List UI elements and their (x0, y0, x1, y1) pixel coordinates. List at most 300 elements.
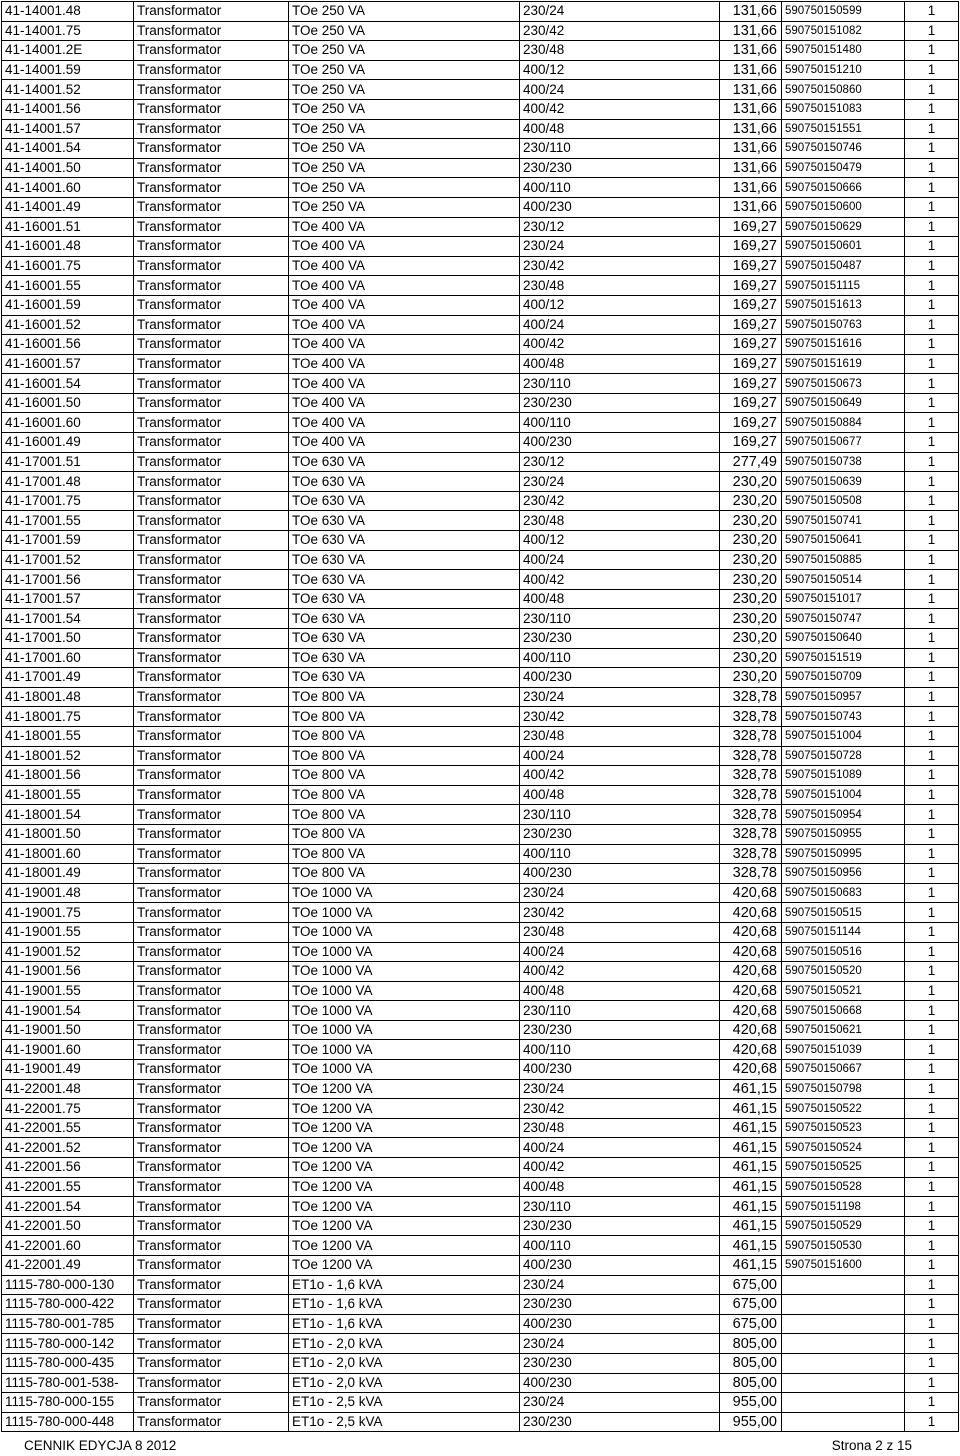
quantity-cell: 1 (905, 1197, 959, 1217)
product-type-cell: TOe 250 VA (289, 80, 520, 100)
quantity-cell: 1 (905, 1275, 959, 1295)
table-row (2, 1197, 959, 1217)
voltage-cell: 400/110 (520, 413, 720, 433)
product-name-cell: Transformator (134, 1060, 289, 1080)
quantity-cell: 1 (905, 197, 959, 217)
table-row (2, 393, 959, 413)
quantity-cell: 1 (905, 1412, 959, 1432)
product-name-cell: Transformator (134, 413, 289, 433)
product-name-cell: Transformator (134, 1275, 289, 1295)
product-code-cell: 41-17001.57 (2, 589, 134, 609)
table-row (2, 570, 959, 590)
product-code-cell: 41-18001.50 (2, 824, 134, 844)
product-code-cell: 41-16001.49 (2, 433, 134, 453)
ean-code-cell: 590750150666 (782, 178, 905, 198)
voltage-cell: 230/110 (520, 139, 720, 159)
product-code-cell: 41-22001.55 (2, 1177, 134, 1197)
price-cell: 131,66 (720, 119, 782, 139)
quantity-cell: 1 (905, 1079, 959, 1099)
ean-code-cell: 590750150955 (782, 824, 905, 844)
product-name-cell: Transformator (134, 903, 289, 923)
product-name-cell: Transformator (134, 139, 289, 159)
ean-code-cell (782, 1314, 905, 1334)
table-row (2, 609, 959, 629)
voltage-cell: 400/110 (520, 1040, 720, 1060)
price-cell: 131,66 (720, 80, 782, 100)
product-code-cell: 41-22001.52 (2, 1138, 134, 1158)
voltage-cell: 400/110 (520, 1236, 720, 1256)
quantity-cell: 1 (905, 1118, 959, 1138)
product-type-cell: TOe 400 VA (289, 295, 520, 315)
product-code-cell: 1115-780-000-422 (2, 1295, 134, 1315)
quantity-cell: 1 (905, 295, 959, 315)
product-type-cell: TOe 1200 VA (289, 1197, 520, 1217)
voltage-cell: 230/48 (520, 41, 720, 61)
table-row (2, 452, 959, 472)
voltage-cell: 230/230 (520, 1020, 720, 1040)
price-cell: 461,15 (720, 1216, 782, 1236)
table-row (2, 1314, 959, 1334)
quantity-cell: 1 (905, 1256, 959, 1276)
product-type-cell: TOe 400 VA (289, 315, 520, 335)
ean-code-cell: 590750150957 (782, 687, 905, 707)
product-code-cell: 41-19001.52 (2, 942, 134, 962)
quantity-cell: 1 (905, 1177, 959, 1197)
product-type-cell: TOe 630 VA (289, 648, 520, 668)
ean-code-cell: 590750150668 (782, 1001, 905, 1021)
voltage-cell: 230/230 (520, 1353, 720, 1373)
price-cell: 461,15 (720, 1236, 782, 1256)
product-type-cell: TOe 400 VA (289, 413, 520, 433)
voltage-cell: 230/24 (520, 687, 720, 707)
product-type-cell: TOe 800 VA (289, 687, 520, 707)
product-name-cell: Transformator (134, 1118, 289, 1138)
product-type-cell: TOe 1000 VA (289, 962, 520, 982)
quantity-cell: 1 (905, 433, 959, 453)
quantity-cell: 1 (905, 1040, 959, 1060)
price-cell: 328,78 (720, 766, 782, 786)
product-type-cell: TOe 1200 VA (289, 1118, 520, 1138)
voltage-cell: 400/24 (520, 315, 720, 335)
product-type-cell: TOe 250 VA (289, 41, 520, 61)
voltage-cell: 400/24 (520, 80, 720, 100)
table-row (2, 276, 959, 296)
product-type-cell: TOe 1200 VA (289, 1158, 520, 1178)
product-name-cell: Transformator (134, 1353, 289, 1373)
product-code-cell: 41-17001.55 (2, 511, 134, 531)
quantity-cell: 1 (905, 1216, 959, 1236)
price-cell: 461,15 (720, 1256, 782, 1276)
ean-code-cell: 590750150743 (782, 707, 905, 727)
product-name-cell: Transformator (134, 1216, 289, 1236)
table-row (2, 1412, 959, 1432)
voltage-cell: 230/110 (520, 374, 720, 394)
price-cell: 420,68 (720, 922, 782, 942)
product-code-cell: 1115-780-000-142 (2, 1334, 134, 1354)
voltage-cell: 230/12 (520, 217, 720, 237)
ean-code-cell: 590750150709 (782, 668, 905, 688)
product-type-cell: ET1o - 2,0 kVA (289, 1373, 520, 1393)
voltage-cell: 230/24 (520, 237, 720, 257)
price-cell: 420,68 (720, 1040, 782, 1060)
ean-code-cell: 590750150599 (782, 2, 905, 22)
product-type-cell: TOe 250 VA (289, 21, 520, 41)
voltage-cell: 230/230 (520, 1412, 720, 1432)
table-row (2, 354, 959, 374)
product-code-cell: 41-14001.54 (2, 139, 134, 159)
product-name-cell: Transformator (134, 1295, 289, 1315)
quantity-cell: 1 (905, 335, 959, 355)
price-cell: 169,27 (720, 393, 782, 413)
product-name-cell: Transformator (134, 1314, 289, 1334)
product-type-cell: TOe 630 VA (289, 452, 520, 472)
table-row (2, 1099, 959, 1119)
product-code-cell: 41-17001.54 (2, 609, 134, 629)
ean-code-cell: 590750151198 (782, 1197, 905, 1217)
price-cell: 131,66 (720, 21, 782, 41)
price-cell: 328,78 (720, 864, 782, 884)
price-table-body (2, 2, 959, 1432)
product-code-cell: 1115-780-000-435 (2, 1353, 134, 1373)
product-name-cell: Transformator (134, 550, 289, 570)
table-row (2, 99, 959, 119)
voltage-cell: 400/230 (520, 1373, 720, 1393)
product-name-cell: Transformator (134, 433, 289, 453)
product-name-cell: Transformator (134, 766, 289, 786)
product-type-cell: TOe 1000 VA (289, 942, 520, 962)
product-code-cell: 41-19001.54 (2, 1001, 134, 1021)
product-name-cell: Transformator (134, 393, 289, 413)
voltage-cell: 230/24 (520, 2, 720, 22)
ean-code-cell: 590750150530 (782, 1236, 905, 1256)
product-name-cell: Transformator (134, 962, 289, 982)
product-type-cell: TOe 1200 VA (289, 1256, 520, 1276)
price-cell: 461,15 (720, 1118, 782, 1138)
product-code-cell: 41-17001.51 (2, 452, 134, 472)
product-name-cell: Transformator (134, 922, 289, 942)
price-cell: 805,00 (720, 1373, 782, 1393)
product-code-cell: 41-18001.56 (2, 766, 134, 786)
voltage-cell: 400/48 (520, 119, 720, 139)
table-row (2, 785, 959, 805)
quantity-cell: 1 (905, 472, 959, 492)
table-row (2, 1256, 959, 1276)
voltage-cell: 230/110 (520, 609, 720, 629)
product-name-cell: Transformator (134, 41, 289, 61)
quantity-cell: 1 (905, 1295, 959, 1315)
voltage-cell: 400/42 (520, 570, 720, 590)
price-cell: 461,15 (720, 1158, 782, 1178)
quantity-cell: 1 (905, 726, 959, 746)
ean-code-cell: 590750150885 (782, 550, 905, 570)
price-cell: 230,20 (720, 570, 782, 590)
product-code-cell: 41-19001.60 (2, 1040, 134, 1060)
edition-label: CENNIK EDYCJA 8 2012 (24, 1438, 177, 1453)
table-row (2, 962, 959, 982)
quantity-cell: 1 (905, 178, 959, 198)
table-row (2, 1353, 959, 1373)
ean-code-cell: 590750150521 (782, 981, 905, 1001)
price-cell: 230,20 (720, 589, 782, 609)
product-code-cell: 41-14001.75 (2, 21, 134, 41)
product-type-cell: TOe 630 VA (289, 629, 520, 649)
product-name-cell: Transformator (134, 158, 289, 178)
quantity-cell: 1 (905, 570, 959, 590)
product-type-cell: TOe 800 VA (289, 844, 520, 864)
product-code-cell: 41-14001.57 (2, 119, 134, 139)
price-cell: 328,78 (720, 844, 782, 864)
voltage-cell: 230/24 (520, 1334, 720, 1354)
price-cell: 230,20 (720, 472, 782, 492)
table-row (2, 589, 959, 609)
ean-code-cell: 590750150522 (782, 1099, 905, 1119)
product-name-cell: Transformator (134, 1334, 289, 1354)
table-row (2, 178, 959, 198)
product-type-cell: TOe 250 VA (289, 60, 520, 80)
price-cell: 131,66 (720, 158, 782, 178)
price-cell: 805,00 (720, 1334, 782, 1354)
quantity-cell: 1 (905, 158, 959, 178)
quantity-cell: 1 (905, 1314, 959, 1334)
product-name-cell: Transformator (134, 531, 289, 551)
voltage-cell: 230/230 (520, 393, 720, 413)
ean-code-cell (782, 1393, 905, 1413)
ean-code-cell: 590750151551 (782, 119, 905, 139)
product-code-cell: 41-22001.49 (2, 1256, 134, 1276)
product-name-cell: Transformator (134, 1020, 289, 1040)
voltage-cell: 230/230 (520, 824, 720, 844)
ean-code-cell: 590750151082 (782, 21, 905, 41)
voltage-cell: 230/48 (520, 726, 720, 746)
product-type-cell: TOe 400 VA (289, 237, 520, 257)
product-type-cell: TOe 800 VA (289, 746, 520, 766)
product-type-cell: TOe 1000 VA (289, 1001, 520, 1021)
product-name-cell: Transformator (134, 1099, 289, 1119)
price-cell: 131,66 (720, 2, 782, 22)
voltage-cell: 230/48 (520, 276, 720, 296)
quantity-cell: 1 (905, 550, 959, 570)
price-cell: 420,68 (720, 903, 782, 923)
quantity-cell: 1 (905, 452, 959, 472)
product-type-cell: TOe 1000 VA (289, 1020, 520, 1040)
voltage-cell: 400/24 (520, 550, 720, 570)
quantity-cell: 1 (905, 1138, 959, 1158)
product-code-cell: 41-14001.2E (2, 41, 134, 61)
ean-code-cell: 590750150798 (782, 1079, 905, 1099)
product-name-cell: Transformator (134, 452, 289, 472)
ean-code-cell: 590750150640 (782, 629, 905, 649)
ean-code-cell (782, 1373, 905, 1393)
product-name-cell: Transformator (134, 883, 289, 903)
price-cell: 131,66 (720, 41, 782, 61)
product-name-cell: Transformator (134, 21, 289, 41)
table-row (2, 1393, 959, 1413)
table-row (2, 766, 959, 786)
ean-code-cell: 590750150728 (782, 746, 905, 766)
voltage-cell: 230/230 (520, 1216, 720, 1236)
product-type-cell: TOe 250 VA (289, 158, 520, 178)
price-cell: 169,27 (720, 295, 782, 315)
ean-code-cell: 590750150629 (782, 217, 905, 237)
quantity-cell: 1 (905, 1020, 959, 1040)
price-table (1, 1, 959, 1432)
ean-code-cell: 590750150601 (782, 237, 905, 257)
table-row (2, 139, 959, 159)
ean-code-cell: 590750150677 (782, 433, 905, 453)
quantity-cell: 1 (905, 511, 959, 531)
price-cell: 328,78 (720, 707, 782, 727)
product-code-cell: 41-14001.48 (2, 2, 134, 22)
ean-code-cell: 590750151600 (782, 1256, 905, 1276)
price-cell: 955,00 (720, 1412, 782, 1432)
product-name-cell: Transformator (134, 648, 289, 668)
table-row (2, 1020, 959, 1040)
voltage-cell: 400/24 (520, 746, 720, 766)
price-cell: 169,27 (720, 374, 782, 394)
product-type-cell: TOe 1200 VA (289, 1177, 520, 1197)
ean-code-cell: 590750150487 (782, 256, 905, 276)
price-cell: 230,20 (720, 668, 782, 688)
voltage-cell: 400/230 (520, 433, 720, 453)
quantity-cell: 1 (905, 237, 959, 257)
voltage-cell: 400/110 (520, 648, 720, 668)
voltage-cell: 230/230 (520, 1295, 720, 1315)
ean-code-cell: 590750150954 (782, 805, 905, 825)
table-row (2, 119, 959, 139)
quantity-cell: 1 (905, 609, 959, 629)
product-type-cell: ET1o - 2,0 kVA (289, 1353, 520, 1373)
price-cell: 461,15 (720, 1079, 782, 1099)
ean-code-cell (782, 1334, 905, 1354)
product-code-cell: 41-22001.54 (2, 1197, 134, 1217)
voltage-cell: 400/230 (520, 864, 720, 884)
voltage-cell: 230/42 (520, 707, 720, 727)
ean-code-cell (782, 1412, 905, 1432)
product-type-cell: TOe 250 VA (289, 119, 520, 139)
product-code-cell: 41-22001.60 (2, 1236, 134, 1256)
voltage-cell: 230/24 (520, 883, 720, 903)
quantity-cell: 1 (905, 1001, 959, 1021)
product-code-cell: 41-14001.52 (2, 80, 134, 100)
product-code-cell: 41-16001.50 (2, 393, 134, 413)
product-name-cell: Transformator (134, 942, 289, 962)
product-name-cell: Transformator (134, 354, 289, 374)
product-type-cell: TOe 250 VA (289, 178, 520, 198)
product-type-cell: TOe 1000 VA (289, 903, 520, 923)
quantity-cell: 1 (905, 1099, 959, 1119)
ean-code-cell: 590750151613 (782, 295, 905, 315)
table-row (2, 883, 959, 903)
table-row (2, 1040, 959, 1060)
ean-code-cell: 590750151480 (782, 41, 905, 61)
table-row (2, 746, 959, 766)
product-type-cell: ET1o - 1,6 kVA (289, 1275, 520, 1295)
table-row (2, 237, 959, 257)
ean-code-cell: 590750150860 (782, 80, 905, 100)
price-cell: 169,27 (720, 237, 782, 257)
product-type-cell: TOe 1200 VA (289, 1099, 520, 1119)
ean-code-cell: 590750150683 (782, 883, 905, 903)
product-type-cell: TOe 800 VA (289, 805, 520, 825)
quantity-cell: 1 (905, 668, 959, 688)
price-cell: 675,00 (720, 1275, 782, 1295)
ean-code-cell: 590750151144 (782, 922, 905, 942)
ean-code-cell: 590750151616 (782, 335, 905, 355)
voltage-cell: 400/48 (520, 785, 720, 805)
ean-code-cell: 590750151619 (782, 354, 905, 374)
table-row (2, 824, 959, 844)
product-name-cell: Transformator (134, 335, 289, 355)
table-row (2, 844, 959, 864)
price-cell: 131,66 (720, 197, 782, 217)
ean-code-cell: 590750150667 (782, 1060, 905, 1080)
product-code-cell: 41-17001.60 (2, 648, 134, 668)
product-type-cell: TOe 630 VA (289, 589, 520, 609)
product-name-cell: Transformator (134, 746, 289, 766)
voltage-cell: 400/48 (520, 354, 720, 374)
product-code-cell: 41-17001.59 (2, 531, 134, 551)
quantity-cell: 1 (905, 21, 959, 41)
quantity-cell: 1 (905, 883, 959, 903)
product-code-cell: 41-14001.56 (2, 99, 134, 119)
product-name-cell: Transformator (134, 237, 289, 257)
product-type-cell: TOe 400 VA (289, 393, 520, 413)
price-cell: 461,15 (720, 1099, 782, 1119)
table-row (2, 942, 959, 962)
table-row (2, 295, 959, 315)
product-type-cell: TOe 630 VA (289, 668, 520, 688)
table-row (2, 687, 959, 707)
quantity-cell: 1 (905, 903, 959, 923)
quantity-cell: 1 (905, 217, 959, 237)
quantity-cell: 1 (905, 942, 959, 962)
ean-code-cell: 590750150956 (782, 864, 905, 884)
ean-code-cell: 590750151017 (782, 589, 905, 609)
product-code-cell: 41-17001.50 (2, 629, 134, 649)
quantity-cell: 1 (905, 1236, 959, 1256)
price-cell: 420,68 (720, 1020, 782, 1040)
product-code-cell: 41-14001.49 (2, 197, 134, 217)
voltage-cell: 230/24 (520, 1393, 720, 1413)
ean-code-cell: 590750150741 (782, 511, 905, 531)
product-name-cell: Transformator (134, 1393, 289, 1413)
ean-code-cell: 590750150508 (782, 491, 905, 511)
table-row (2, 80, 959, 100)
price-cell: 675,00 (720, 1295, 782, 1315)
quantity-cell: 1 (905, 864, 959, 884)
ean-code-cell: 590750150995 (782, 844, 905, 864)
product-code-cell: 41-17001.52 (2, 550, 134, 570)
ean-code-cell: 590750150746 (782, 139, 905, 159)
product-name-cell: Transformator (134, 844, 289, 864)
product-code-cell: 41-16001.59 (2, 295, 134, 315)
voltage-cell: 400/230 (520, 668, 720, 688)
price-cell: 131,66 (720, 178, 782, 198)
product-name-cell: Transformator (134, 1256, 289, 1276)
ean-code-cell: 590750150763 (782, 315, 905, 335)
table-row (2, 433, 959, 453)
product-code-cell: 41-14001.59 (2, 60, 134, 80)
table-row (2, 726, 959, 746)
price-cell: 805,00 (720, 1353, 782, 1373)
table-row (2, 472, 959, 492)
voltage-cell: 400/48 (520, 1177, 720, 1197)
voltage-cell: 400/12 (520, 60, 720, 80)
product-name-cell: Transformator (134, 2, 289, 22)
product-name-cell: Transformator (134, 295, 289, 315)
product-name-cell: Transformator (134, 824, 289, 844)
ean-code-cell: 590750150516 (782, 942, 905, 962)
